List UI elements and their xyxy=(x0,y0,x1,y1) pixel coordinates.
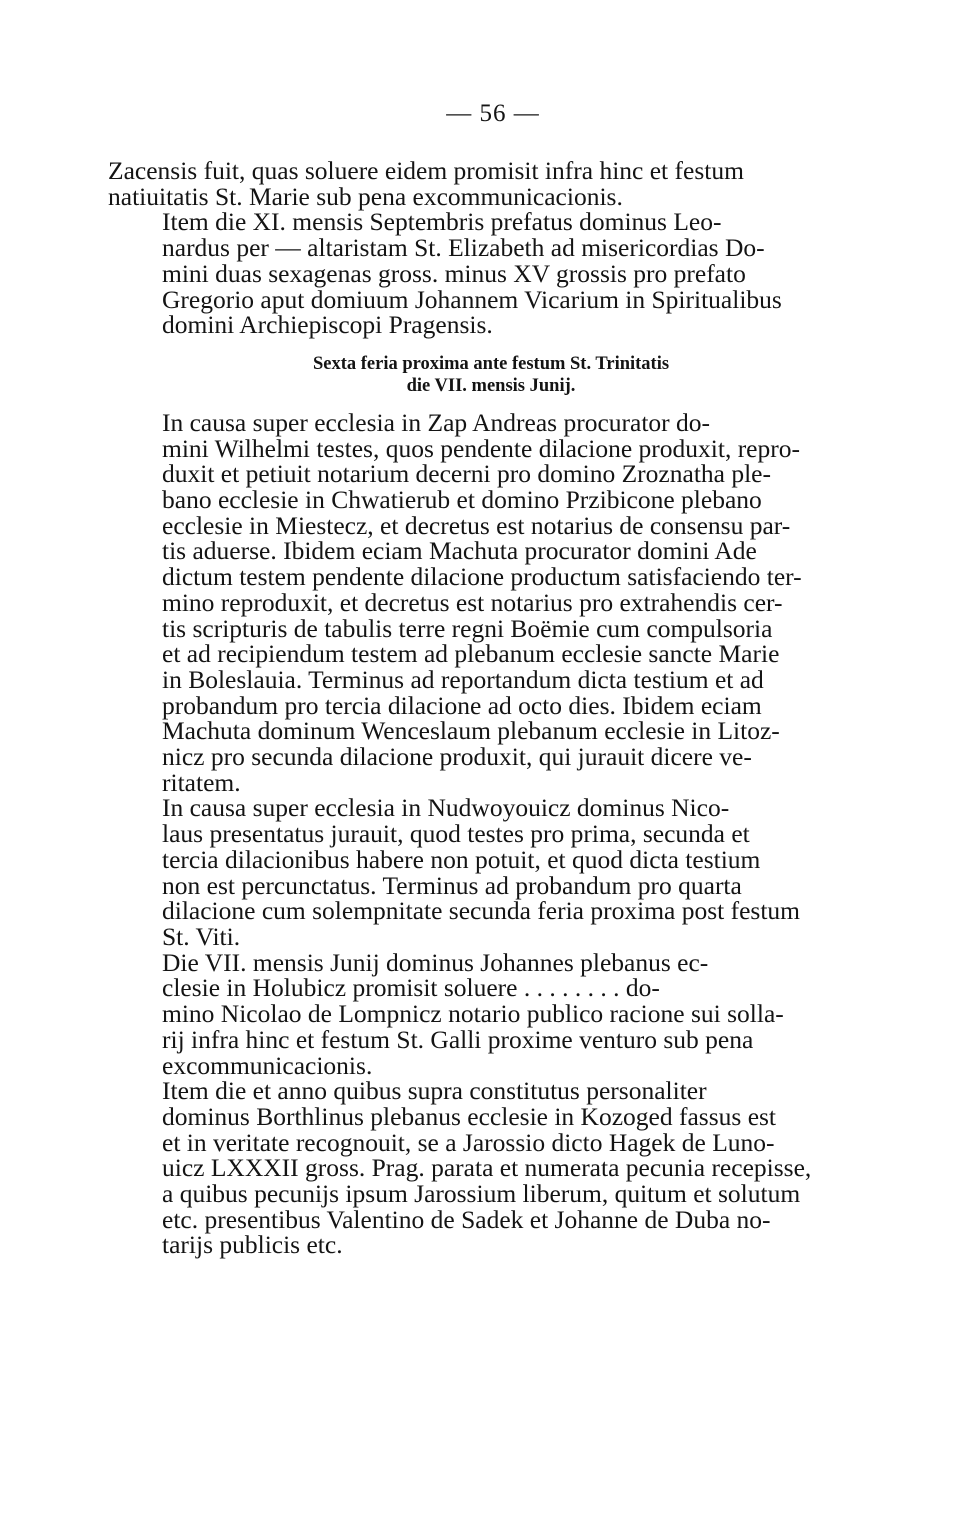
text-line: in Boleslauia. Terminus ad reportandum dicta testium et ad xyxy=(162,664,764,694)
text-line: et in veritate recognouit, se a Jarossio dicto Hagek de Luno- xyxy=(162,1127,775,1157)
text-line: tarijs publicis etc. xyxy=(162,1230,343,1260)
page-number: — 56 — xyxy=(446,100,540,127)
text-line: uicz LXXXII gross. Prag. parata et numerata pecunia recepisse, xyxy=(162,1153,812,1183)
paragraph-6 xyxy=(108,1078,870,1258)
text-line: excommunicacionis. xyxy=(162,1050,373,1080)
text-line: mini duas sexagenas gross. minus XV grossis pro prefato xyxy=(162,258,746,288)
text-line: St. Viti. xyxy=(162,921,241,951)
text-line: probandum pro tercia dilacione ad octo dies. Ibidem eciam xyxy=(162,690,762,720)
text-line: rij infra hinc et festum St. Galli proxime venturo sub pena xyxy=(162,1024,754,1054)
text-line: etc. presentibus Valentino de Sadek et Johanne de Duba no- xyxy=(162,1204,771,1234)
text-line: Gregorio aput domiuum Johannem Vicarium in Spiritualibus xyxy=(162,284,782,314)
text-line: mino reproduxit, et decretus est notarius pro extrahendis cer- xyxy=(162,587,783,617)
text-line: bano ecclesie in Chwatierub et domino Przibicone plebano xyxy=(162,485,762,515)
text-line: mini Wilhelmi testes, quos pendente dilacione produxit, repro- xyxy=(162,433,800,463)
text-line: dictum testem pendente dilacione productum satisfaciendo ter- xyxy=(162,562,802,592)
text-line: non est percunctatus. Terminus ad probandum pro quarta xyxy=(162,870,742,900)
text-line: clesie in Holubicz promisit soluere . . . . . . . . do- xyxy=(162,973,660,1003)
text-line: tis aduerse. Ibidem eciam Machuta procurator domini Ade xyxy=(162,536,757,566)
text-line: In causa super ecclesia in Zap Andreas procurator do- xyxy=(162,407,711,437)
text-line: tercia dilacionibus habere non potuit, et quod dicta testium xyxy=(162,844,761,874)
paragraph-5 xyxy=(108,947,870,1080)
text-line: ritatem. xyxy=(162,767,241,797)
heading-line: Sexta feria proxima ante festum St. Trinitatis xyxy=(312,353,670,374)
paragraph-4 xyxy=(108,795,870,949)
text-line: dilacione cum solempnitate secunda feria proxima post festum xyxy=(162,896,801,926)
text-line: Machuta dominum Wenceslaum plebanum ecclesie in Litoz- xyxy=(162,716,780,746)
text-line: dominus Borthlinus plebanus ecclesie in Kozoged fassus est xyxy=(162,1101,777,1131)
document-page xyxy=(108,100,870,1258)
text-line: In causa super ecclesia in Nudwoyouicz dominus Nico- xyxy=(162,793,730,823)
text-line: Item die et anno quibus supra constitutus personaliter xyxy=(162,1076,707,1106)
text-line: nicz pro secunda dilacione produxit, qui jurauit dicere ve- xyxy=(162,742,752,772)
text-line: natiuitatis St. Marie sub pena excommunicacionis. xyxy=(108,181,623,211)
text-line: domini Archiepiscopi Pragensis. xyxy=(162,310,493,340)
paragraph-2 xyxy=(108,209,870,338)
text-line: a quibus pecunijs ipsum Jarossium liberum, quitum et solutum xyxy=(162,1179,801,1209)
paragraph-1 xyxy=(108,158,870,209)
text-line: Item die XI. mensis Septembris prefatus dominus Leo- xyxy=(162,207,722,237)
text-line: Zacensis fuit, quas soluere eidem promisit infra hinc et festum xyxy=(108,156,744,185)
heading-line: die VII. mensis Junij. xyxy=(406,375,576,396)
section-heading xyxy=(108,353,870,397)
text-line: Die VII. mensis Junij dominus Johannes plebanus ec- xyxy=(162,947,709,977)
text-line: mino Nicolao de Lompnicz notario publico racione sui solla- xyxy=(162,999,784,1029)
text-line: nardus per — altaristam St. Elizabeth ad misericordias Do- xyxy=(162,233,765,263)
text-line: et ad recipiendum testem ad plebanum ecclesie sancte Marie xyxy=(162,639,780,669)
text-line: duxit et petiuit notarium decerni pro domino Zroznatha ple- xyxy=(162,459,771,489)
paragraph-3 xyxy=(108,407,870,797)
text-line: tis scripturis de tabulis terre regni Boëmie cum compulsoria xyxy=(162,613,773,643)
text-line: laus presentatus jurauit, quod testes pro prima, secunda et xyxy=(162,819,750,849)
text-line: ecclesie in Miestecz, et decretus est notarius de consensu par- xyxy=(162,510,791,540)
